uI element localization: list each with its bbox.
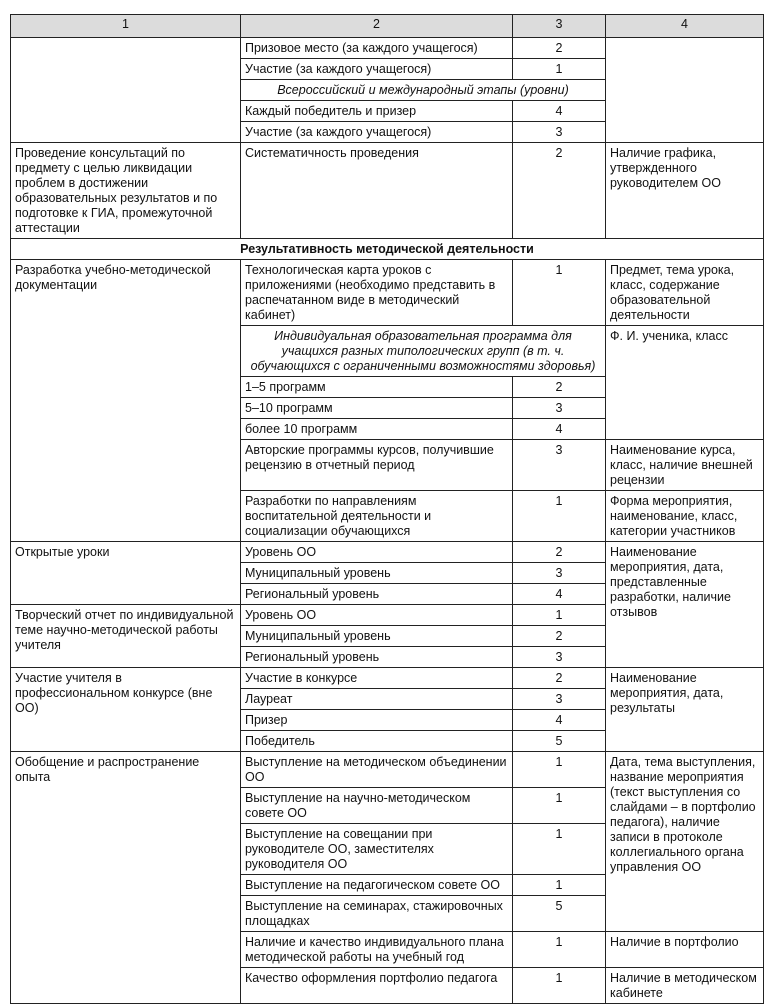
- criterion-cell: Каждый победитель и призер: [241, 101, 513, 122]
- score-cell: 2: [513, 38, 606, 59]
- criterion-cell: Участие в конкурсе: [241, 668, 513, 689]
- evidence-cell: Предмет, тема урока, класс, содержание образовательной деятельности: [606, 260, 764, 326]
- criterion-cell: более 10 программ: [241, 419, 513, 440]
- score-cell: 1: [513, 932, 606, 968]
- score-cell: 1: [513, 752, 606, 788]
- criterion-cell: Технологическая карта уроков с приложениями (необходимо представить в распечатанном виде в методический кабинет): [241, 260, 513, 326]
- activity-cell: Участие учителя в профессиональном конкурсе (вне ОО): [11, 668, 241, 752]
- score-cell: 2: [513, 668, 606, 689]
- criterion-cell: Наличие и качество индивидуального плана методической работы на учебный год: [241, 932, 513, 968]
- criterion-cell: Муниципальный уровень: [241, 626, 513, 647]
- criterion-cell: Разработки по направлениям воспитательной деятельности и социализации обучающихся: [241, 491, 513, 542]
- activity-cell: Творческий отчет по индивидуальной теме научно-методической работы учителя: [11, 605, 241, 668]
- header-col-2: 2: [241, 15, 513, 38]
- header-col-3: 3: [513, 15, 606, 38]
- criterion-cell: Качество оформления портфолио педагога: [241, 968, 513, 1004]
- score-cell: 2: [513, 542, 606, 563]
- evidence-cell: Форма мероприятия, наименование, класс, категории участников: [606, 491, 764, 542]
- criterion-cell: Призер: [241, 710, 513, 731]
- evidence-cell: Наличие графика, утвержденного руководителем ОО: [606, 143, 764, 239]
- subheader-cell: Всероссийский и международный этапы (уровни): [241, 80, 606, 101]
- evidence-cell: Наличие в портфолио: [606, 932, 764, 968]
- criterion-cell: Региональный уровень: [241, 647, 513, 668]
- criterion-cell: Победитель: [241, 731, 513, 752]
- criterion-cell: Участие (за каждого учащегося): [241, 59, 513, 80]
- score-cell: 1: [513, 824, 606, 875]
- section-title: Результативность методической деятельности: [11, 239, 764, 260]
- score-cell: 3: [513, 563, 606, 584]
- empty-cell: [606, 38, 764, 143]
- score-cell: 1: [513, 260, 606, 326]
- criterion-cell: Авторские программы курсов, получившие рецензию в отчетный период: [241, 440, 513, 491]
- score-cell: 4: [513, 419, 606, 440]
- score-cell: 4: [513, 584, 606, 605]
- criterion-cell: Выступление на методическом объединении ОО: [241, 752, 513, 788]
- criterion-cell: Региональный уровень: [241, 584, 513, 605]
- score-cell: 3: [513, 398, 606, 419]
- score-cell: 3: [513, 440, 606, 491]
- evidence-cell: Наличие в методическом кабинете: [606, 968, 764, 1004]
- evidence-cell: Наименование мероприятия, дата, результаты: [606, 668, 764, 752]
- score-cell: 3: [513, 122, 606, 143]
- table-row: [11, 752, 764, 788]
- score-cell: 5: [513, 896, 606, 932]
- evidence-cell: Дата, тема выступления, название мероприятия (текст выступления со слайдами – в портфолио педагога), наличие записи в протоколе коллегиального органа управления ОО: [606, 752, 764, 932]
- criterion-cell: Выступление на педагогическом совете ОО: [241, 875, 513, 896]
- evidence-cell: Ф. И. ученика, класс: [606, 326, 764, 440]
- score-cell: 1: [513, 788, 606, 824]
- table-row: [11, 38, 764, 59]
- criterion-cell: Выступление на научно-методическом совете ОО: [241, 788, 513, 824]
- table-row: [11, 668, 764, 689]
- activity-cell: Разработка учебно-методической документации: [11, 260, 241, 542]
- criterion-cell: Выступление на совещании при руководителе ОО, заместителях руководителя ОО: [241, 824, 513, 875]
- criteria-table: [10, 14, 764, 1004]
- score-cell: 1: [513, 875, 606, 896]
- criterion-cell: Призовое место (за каждого учащегося): [241, 38, 513, 59]
- criterion-cell: Выступление на семинарах, стажировочных площадках: [241, 896, 513, 932]
- criterion-cell: Уровень ОО: [241, 542, 513, 563]
- criterion-cell: Муниципальный уровень: [241, 563, 513, 584]
- score-cell: 1: [513, 605, 606, 626]
- activity-cell: Открытые уроки: [11, 542, 241, 605]
- subheader-cell: Индивидуальная образовательная программа для учащихся разных типологических групп (в т. ч. обучающихся с ограниченными возможностями здоровья): [241, 326, 606, 377]
- score-cell: 4: [513, 710, 606, 731]
- table-row: [11, 542, 764, 563]
- score-cell: 5: [513, 731, 606, 752]
- criterion-cell: 5–10 программ: [241, 398, 513, 419]
- criterion-cell: Лауреат: [241, 689, 513, 710]
- activity-cell: Проведение консультаций по предмету с целью ликвидации проблем в достижении образовательных результатов и по подготовке к ГИА, промежуточной аттестации: [11, 143, 241, 239]
- activity-cell: Обобщение и распространение опыта: [11, 752, 241, 1004]
- criterion-cell: Участие (за каждого учащегося): [241, 122, 513, 143]
- evidence-cell: Наименование мероприятия, дата, представленные разработки, наличие отзывов: [606, 542, 764, 668]
- score-cell: 1: [513, 491, 606, 542]
- table-row: [11, 260, 764, 326]
- evidence-cell: Наименование курса, класс, наличие внешней рецензии: [606, 440, 764, 491]
- empty-cell: [11, 38, 241, 143]
- score-cell: 3: [513, 647, 606, 668]
- criterion-cell: 1–5 программ: [241, 377, 513, 398]
- score-cell: 3: [513, 689, 606, 710]
- score-cell: 2: [513, 626, 606, 647]
- score-cell: 1: [513, 59, 606, 80]
- table-row: [11, 143, 764, 239]
- criterion-cell: Систематичность проведения: [241, 143, 513, 239]
- criterion-cell: Уровень ОО: [241, 605, 513, 626]
- section-row: [11, 239, 764, 260]
- score-cell: 2: [513, 377, 606, 398]
- score-cell: 1: [513, 968, 606, 1004]
- score-cell: 4: [513, 101, 606, 122]
- header-col-1: 1: [11, 15, 241, 38]
- header-col-4: 4: [606, 15, 764, 38]
- score-cell: 2: [513, 143, 606, 239]
- header-row: [11, 15, 764, 38]
